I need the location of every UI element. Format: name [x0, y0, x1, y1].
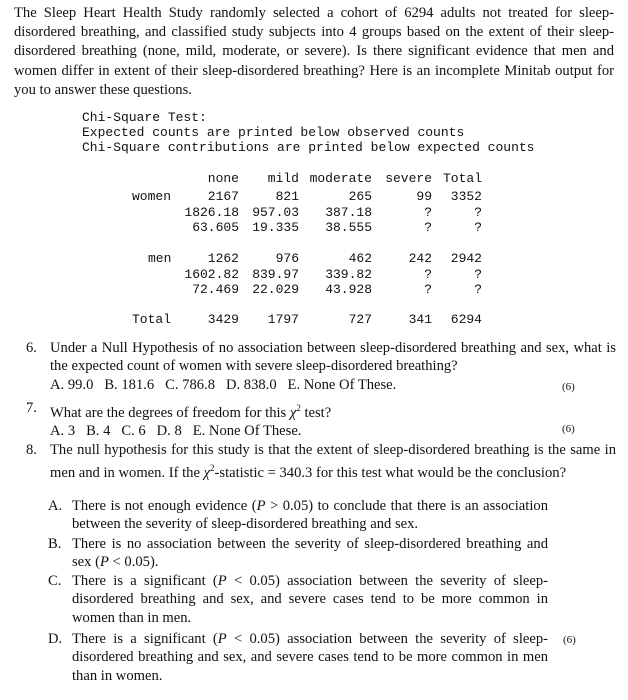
col-header-none: none: [207, 171, 239, 186]
question-8-text-before: The null hypothesis for this study is that the extent of sleep-disordered breathing is the same in men and in women. If the: [50, 442, 616, 482]
row-label-women: women: [132, 189, 172, 204]
question-7-choices: A. 3 B. 4 C. 6 D. 8 E. None Of These.: [50, 423, 302, 440]
question-6-number: 6.: [26, 340, 37, 356]
p-symbol: P: [99, 554, 109, 571]
total-grand: 6294: [450, 312, 482, 327]
women-contrib-severe: ?: [424, 220, 432, 235]
women-contrib-mild: 19.335: [252, 220, 299, 235]
women-expected-mild: 957.03: [252, 205, 299, 220]
question-6-points: (6): [562, 381, 575, 393]
women-expected-severe: ?: [424, 205, 432, 220]
question-8-number: 8.: [26, 442, 37, 458]
women-observed-severe: 99: [416, 189, 432, 204]
question-8: [26, 441, 616, 483]
women-observed-moderate: 265: [348, 189, 372, 204]
question-7-text-before: What are the degrees of freedom for this: [50, 404, 290, 421]
minitab-title: Chi-Square Test:: [82, 110, 207, 125]
row-label-total: Total: [132, 312, 172, 327]
p-symbol: P: [217, 631, 227, 647]
col-header-moderate: moderate: [309, 171, 372, 186]
chi-symbol: χ: [289, 404, 297, 421]
question-7: [26, 399, 616, 441]
question-7-points: (6): [562, 423, 575, 435]
option-c[interactable]: [48, 572, 548, 627]
chi-symbol: χ: [203, 465, 211, 482]
option-d-text: There is a significant (: [72, 631, 218, 647]
men-contrib-total: ?: [474, 282, 482, 297]
total-moderate: 727: [348, 312, 372, 327]
men-contrib-mild: 22.029: [252, 282, 299, 297]
option-b-text-rest: < 0.05).: [108, 554, 159, 571]
chi-square-superscript: 2: [210, 463, 215, 474]
men-observed-moderate: 462: [348, 251, 372, 266]
option-d[interactable]: [48, 630, 548, 685]
women-observed-none: 2167: [207, 189, 239, 204]
intro-paragraph: The Sleep Heart Health Study randomly selected a cohort of 6294 adults not treated for sleep-disordered breathing, and classified study subjects into 4 groups based on the extent of their sleep-disordered breathing (none, mild, moderate, or severe). Is there significant evidence that men and women differ in extent of their sleep-disordered breathing? Here is an incomplete Minitab output for you to answer these questions.: [14, 5, 614, 98]
men-expected-moderate: 339.82: [325, 267, 372, 282]
total-severe: 341: [408, 312, 432, 327]
women-contrib-moderate: 38.555: [325, 220, 372, 235]
option-c-label: C.: [48, 573, 62, 589]
women-contrib-total: ?: [474, 220, 482, 235]
option-b-label: B.: [48, 536, 62, 552]
men-expected-none: 1602.82: [184, 267, 239, 282]
total-mild: 1797: [267, 312, 299, 327]
women-observed-mild: 821: [275, 189, 299, 204]
question-8-points: (6): [563, 634, 576, 646]
col-header-severe: severe: [385, 171, 432, 186]
chi-square-superscript: 2: [296, 403, 301, 413]
men-expected-total: ?: [474, 267, 482, 282]
question-6-text: Under a Null Hypothesis of no association between sleep-disordered breathing and sex, what is the expected count of women with severe sleep-disordered breathing?: [50, 340, 616, 375]
row-label-men: men: [148, 251, 172, 266]
option-a-label: A.: [48, 498, 63, 514]
option-d-label: D.: [48, 631, 63, 647]
men-expected-severe: ?: [424, 267, 432, 282]
women-observed-total: 3352: [450, 189, 482, 204]
option-a-text-rest: > 0.05) to conclude that there is an association between the severity of sleep-disordered breathing and sex.: [72, 498, 548, 533]
option-a[interactable]: [48, 497, 548, 534]
men-observed-mild: 976: [275, 251, 299, 266]
option-b-text: There is no association between the severity of sleep-disordered breathing and sex (: [72, 536, 548, 571]
question-8-text-after: -statistic = 340.3 for this test what would be the conclusion?: [214, 465, 567, 482]
question-7-text-after: test?: [300, 404, 332, 421]
minitab-line-expected: Expected counts are printed below observed counts: [82, 125, 465, 140]
question-6-choices: A. 99.0 B. 181.6 C. 786.8 D. 838.0 E. None Of These.: [50, 376, 397, 393]
option-d-text-rest: < 0.05) association between the severity of sleep-disordered breathing and sex, and severe cases tend to be more common in men than in women.: [72, 631, 549, 684]
women-contrib-none: 63.605: [192, 220, 239, 235]
total-none: 3429: [207, 312, 239, 327]
women-expected-total: ?: [474, 205, 482, 220]
women-expected-moderate: 387.18: [325, 205, 372, 220]
men-contrib-none: 72.469: [192, 282, 239, 297]
option-c-text: There is a significant (: [72, 573, 218, 589]
minitab-line-contrib: Chi-Square contributions are printed below expected counts: [82, 140, 535, 155]
question-7-number: 7.: [26, 400, 37, 416]
men-observed-total: 2942: [450, 251, 482, 266]
question-6: [26, 339, 616, 394]
men-expected-mild: 839.97: [252, 267, 299, 282]
men-observed-none: 1262: [207, 251, 239, 266]
men-contrib-severe: ?: [424, 282, 432, 297]
col-header-mild: mild: [267, 171, 299, 186]
option-a-text: There is not enough evidence (: [72, 498, 257, 514]
option-b[interactable]: [48, 535, 548, 572]
p-symbol: P: [217, 573, 227, 589]
men-observed-severe: 242: [408, 251, 432, 266]
option-c-text-rest: < 0.05) association between the severity of sleep-disordered breathing and sex, and severe cases tend to be more common in women than in men.: [72, 573, 549, 626]
women-expected-none: 1826.18: [184, 205, 239, 220]
men-contrib-moderate: 43.928: [325, 282, 372, 297]
col-header-total: Total: [442, 171, 482, 186]
p-symbol: P: [256, 498, 266, 514]
